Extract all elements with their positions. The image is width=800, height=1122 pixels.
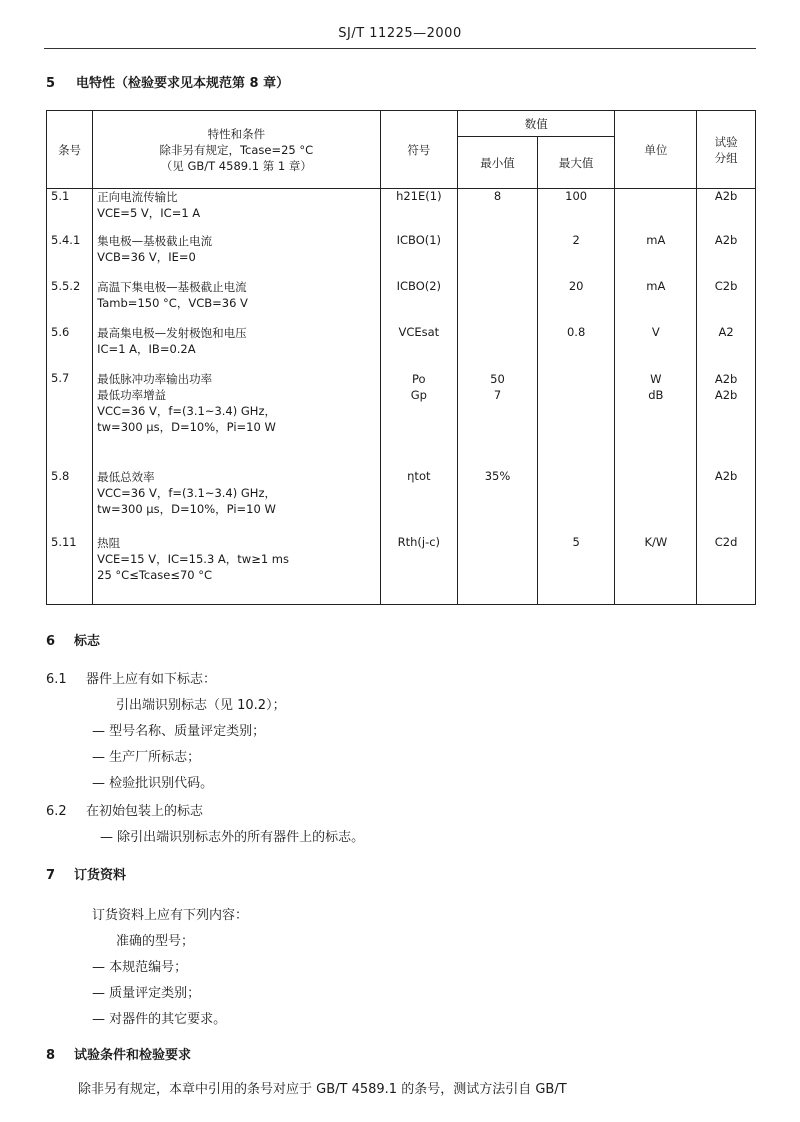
clause-no: 5.4.1 xyxy=(47,233,93,279)
min-cell xyxy=(458,535,538,605)
condition-line: 最高集电极—发射极饱和电压 xyxy=(97,325,247,340)
table-row xyxy=(47,469,756,535)
header-group-2: 分组 xyxy=(714,150,738,165)
section-7-heading xyxy=(46,864,126,883)
header-cond-1: 特性和条件 xyxy=(207,126,266,141)
section-title: 电特性（检验要求见本规范第 8 章） xyxy=(76,76,290,91)
condition-line: VCC=36 V，f=(3.1~3.4) GHz， xyxy=(97,485,276,500)
table-row xyxy=(47,325,756,371)
table-row xyxy=(47,189,756,233)
clause-6-1-heading xyxy=(46,668,216,687)
condition-cell xyxy=(93,371,380,469)
condition-line: tw=300 μs，D=10%，Pi=10 W xyxy=(97,501,276,516)
list-item: — 质量评定类别； xyxy=(92,986,201,1001)
group-cell: C2d xyxy=(697,535,756,605)
condition-cell xyxy=(93,233,380,279)
header-test-group xyxy=(697,111,756,189)
group-cell: A2b xyxy=(697,233,756,279)
min-cell xyxy=(458,325,538,371)
header-value: 数值 xyxy=(458,111,615,137)
max-cell: 100 xyxy=(537,189,615,233)
section-number: 7 xyxy=(46,868,56,883)
list-item: — 检验批识别代码。 xyxy=(92,776,214,791)
max-cell: 20 xyxy=(537,279,615,325)
condition-line: tw=300 μs，D=10%，Pi=10 W xyxy=(97,419,276,434)
symbol-cell: h21E(1) xyxy=(380,189,458,233)
section-title: 标志 xyxy=(74,634,101,649)
unit-line: dB xyxy=(648,387,664,402)
header-min: 最小值 xyxy=(458,137,538,189)
condition-cell xyxy=(93,189,380,233)
clause-number: 6.2 xyxy=(46,804,67,819)
clause-no: 5.7 xyxy=(47,371,93,469)
unit-cell xyxy=(615,469,697,535)
clause-title: 器件上应有如下标志： xyxy=(86,672,217,687)
min-line: 7 xyxy=(493,387,502,402)
table-row xyxy=(47,371,756,469)
paragraph: 订货资料上应有下列内容： xyxy=(92,908,249,923)
section-number: 5 xyxy=(46,76,56,91)
max-cell xyxy=(537,371,615,469)
symbol-line: Po xyxy=(412,371,426,386)
header-clause-no: 条号 xyxy=(47,111,93,189)
header-cond-2: 除非另有规定，Tcase=25 °C xyxy=(159,142,314,157)
clause-no: 5.11 xyxy=(47,535,93,605)
clause-no: 5.8 xyxy=(47,469,93,535)
clause-no: 5.5.2 xyxy=(47,279,93,325)
condition-line: VCC=36 V，f=(3.1~3.4) GHz， xyxy=(97,403,276,418)
unit-line: W xyxy=(650,371,662,386)
electrical-characteristics-table xyxy=(46,110,756,605)
symbol-cell: ηtot xyxy=(380,469,458,535)
list-item: — 型号名称、质量评定类别； xyxy=(92,724,266,739)
min-line: 50 xyxy=(490,371,505,386)
list-item: — 对器件的其它要求。 xyxy=(92,1012,227,1027)
table-row xyxy=(47,279,756,325)
header-rule xyxy=(44,48,756,49)
clause-6-2-heading xyxy=(46,800,203,819)
clause-no: 5.1 xyxy=(47,189,93,233)
min-cell: 8 xyxy=(458,189,538,233)
condition-line: 最低总效率 xyxy=(97,469,155,484)
unit-cell xyxy=(615,189,697,233)
group-cell: A2b xyxy=(697,469,756,535)
header-group-1: 试验 xyxy=(714,134,738,149)
table-row xyxy=(47,233,756,279)
list-item: — 除引出端识别标志外的所有器件上的标志。 xyxy=(100,830,365,845)
condition-line: 最低功率增益 xyxy=(97,387,167,402)
paragraph: 除非另有规定，本章中引用的条号对应于 GB/T 4589.1 的条号，测试方法引自 GB/T xyxy=(78,1082,567,1097)
group-cell: A2b xyxy=(697,189,756,233)
unit-cell xyxy=(615,371,697,469)
list-item: 引出端识别标志（见 10.2）； xyxy=(116,698,286,713)
unit-cell: mA xyxy=(615,279,697,325)
group-cell xyxy=(697,371,756,469)
symbol-cell: ICBO(2) xyxy=(380,279,458,325)
unit-cell: mA xyxy=(615,233,697,279)
max-cell xyxy=(537,469,615,535)
header-unit: 单位 xyxy=(615,111,697,189)
section-number: 6 xyxy=(46,634,56,649)
min-cell xyxy=(458,233,538,279)
max-cell: 2 xyxy=(537,233,615,279)
list-item: — 生产厂所标志； xyxy=(92,750,201,765)
condition-line: 高温下集电极—基极截止电流 xyxy=(97,279,247,294)
condition-line: 最低脉冲功率输出功率 xyxy=(97,371,213,386)
symbol-cell: ICBO(1) xyxy=(380,233,458,279)
condition-line: 正向电流传输比 xyxy=(97,190,178,204)
symbol-cell: VCEsat xyxy=(380,325,458,371)
list-item: 准确的型号； xyxy=(116,934,195,949)
symbol-line: Gp xyxy=(410,387,427,402)
condition-line: IC=1 A，IB=0.2A xyxy=(97,341,196,356)
condition-line: VCE=15 V，IC=15.3 A，tw≥1 ms xyxy=(97,551,289,566)
condition-line: VCE=5 V，IC=1 A xyxy=(97,206,201,220)
condition-line: Tamb=150 °C，VCB=36 V xyxy=(97,295,248,310)
group-line: A2b xyxy=(714,387,738,402)
section-number: 8 xyxy=(46,1048,56,1063)
max-cell: 5 xyxy=(537,535,615,605)
min-cell: 35% xyxy=(458,469,538,535)
condition-cell xyxy=(93,469,380,535)
clause-no: 5.6 xyxy=(47,325,93,371)
condition-cell xyxy=(93,535,380,605)
clause-number: 6.1 xyxy=(46,672,67,687)
section-title: 订货资料 xyxy=(74,868,127,883)
section-5-heading xyxy=(46,72,289,91)
condition-line: 集电极—基极截止电流 xyxy=(97,233,213,248)
condition-line: 热阻 xyxy=(97,535,121,550)
header-characteristics xyxy=(93,111,380,189)
symbol-cell: Rth(j-c) xyxy=(380,535,458,605)
condition-cell xyxy=(93,325,380,371)
condition-line: VCB=36 V，IE=0 xyxy=(97,249,196,264)
group-cell: A2 xyxy=(697,325,756,371)
unit-cell: K/W xyxy=(615,535,697,605)
symbol-cell xyxy=(380,371,458,469)
min-cell xyxy=(458,279,538,325)
section-title: 试验条件和检验要求 xyxy=(74,1048,192,1063)
min-cell xyxy=(458,371,538,469)
group-cell: C2b xyxy=(697,279,756,325)
header-max: 最大值 xyxy=(537,137,615,189)
section-6-heading xyxy=(46,630,100,649)
clause-title: 在初始包装上的标志 xyxy=(86,804,204,819)
header-symbol: 符号 xyxy=(380,111,458,189)
header-cond-3: （见 GB/T 4589.1 第 1 章） xyxy=(160,158,312,173)
list-item: — 本规范编号； xyxy=(92,960,188,975)
condition-cell xyxy=(93,279,380,325)
table-row xyxy=(47,535,756,605)
group-line: A2b xyxy=(714,371,738,386)
page-header xyxy=(44,26,756,54)
standard-number: SJ/T 11225—2000 xyxy=(338,26,462,41)
max-cell: 0.8 xyxy=(537,325,615,371)
section-8-heading xyxy=(46,1044,191,1063)
condition-line: 25 °C≤Tcase≤70 °C xyxy=(97,567,213,582)
unit-cell: V xyxy=(615,325,697,371)
